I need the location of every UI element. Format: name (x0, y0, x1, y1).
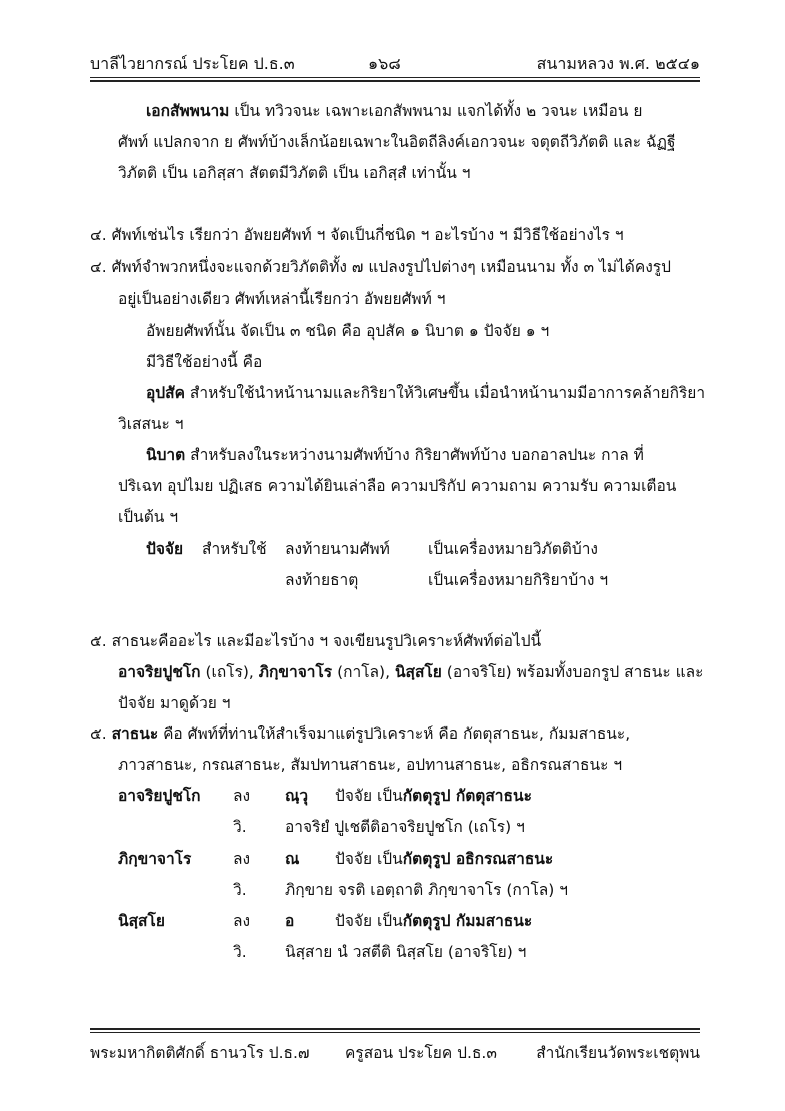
answer-5-line-1 (90, 723, 630, 745)
intro-line-3: วิภัตติ เป็น เอกิสฺสา สัตตมีวิภัตติ เป็น เอกิสฺสํ เท่านั้น ฯ (118, 164, 471, 182)
upasak-line-1 (146, 382, 705, 404)
row-2-analysis: ภิกฺขาย จรติ เอตฺถาติ ภิกฺขาจาโร (กาโล) ฯ (285, 881, 568, 899)
question-5-line-2 (118, 661, 703, 683)
paccay-term: ปัจจัย (146, 540, 184, 558)
page-footer (90, 1040, 700, 1064)
footer-rule-thick (90, 1028, 700, 1030)
answer-4-line-3: อัพยยศัพท์นั้น จัดเป็น ๓ ชนิด คือ อุปสัค ๑ นิบาต ๑ ปัจจัย ๑ ฯ (146, 322, 550, 340)
question-4: ๔. ศัพท์เช่นไร เรียกว่า อัพยยศัพท์ ฯ จัดเป็นกี่ชนิด ฯ อะไรบ้าง ฯ มีวิธีใช้อย่างไร ฯ (90, 226, 624, 244)
header-left: บาลีไวยากรณ์ ประโยค ป.ธ.๓ (90, 54, 295, 73)
upasak-term: อุปสัค (146, 384, 185, 402)
intro-term: เอกสัพพนาม (146, 102, 230, 120)
upasak-line-2: วิเสสนะ ฯ (118, 415, 184, 433)
paccay-row2-a: ลงท้ายธาตุ (285, 571, 359, 589)
answer-5-number: ๕. (90, 725, 112, 743)
row-3-form: กัตตุรูป กัมมสาธนะ (402, 912, 533, 930)
answer-4-line-4: มีวิธีใช้อย่างนี้ คือ (146, 353, 263, 371)
row-2-pre (335, 848, 553, 870)
answer-4-line-1: ๔. ศัพท์จำพวกหนึ่งจะแจกด้วยวิภัตติทั้ง ๗ แปลงรูปไปต่างๆ เหมือนนาม ทั้ง ๓ ไม่ได้คงรูป (90, 258, 671, 276)
nibat-line-3: เป็นต้น ฯ (118, 508, 179, 526)
word-3: นิสฺสโย (394, 663, 442, 681)
page-number: ๑๖๘ (368, 54, 401, 73)
row-3-pre (335, 910, 532, 932)
paccay-row2-b: เป็นเครื่องหมายกิริยาบ้าง ฯ (428, 571, 609, 589)
intro-text: เป็น ทวิวจนะ เฉพาะเอกสัพพนาม แจกได้ทั้ง ๒ วจนะ เหมือน ย (229, 102, 643, 120)
paccay-use: สำหรับใช้ (202, 540, 267, 558)
nibat-line-1 (146, 444, 644, 466)
paccay-row1-b: เป็นเครื่องหมายวิภัตติบ้าง (428, 540, 598, 558)
intro-line-2: ศัพท์ แปลกจาก ย ศัพท์บ้างเล็กน้อยเฉพาะในอิตถีลิงค์เอกวจนะ จตุตถีวิภัตติ และ ฉัฏฐี (118, 133, 676, 151)
intro-line-1 (146, 100, 642, 122)
row-3-vi: วิ. (233, 943, 247, 961)
word-2-paren: (กาโล), (332, 663, 395, 681)
footer-right: สำนักเรียนวัดพระเชตุพน (536, 1044, 700, 1062)
row-3-pre-text: ปัจจัย เป็น (335, 912, 403, 930)
row-2-pre-text: ปัจจัย เป็น (335, 850, 403, 868)
row-1-pre-text: ปัจจัย เป็น (335, 787, 403, 805)
paccay-row1-a: ลงท้ายนามศัพท์ (285, 540, 390, 558)
answer-5-line-2: ภาวสาธนะ, กรณสาธนะ, สัมปทานสาธนะ, อปทานสาธนะ, อธิกรณสาธนะ ฯ (118, 756, 623, 774)
row-1-suffix: ณฺวุ (285, 787, 309, 805)
word-1: อาจริยปูชโก (118, 663, 201, 681)
row-1-vi: วิ. (233, 818, 247, 836)
row-1-form: กัตตุรูป กัตตุสาธนะ (402, 787, 532, 805)
row-2-vi: วิ. (233, 881, 247, 899)
row-3-analysis: นิสฺสาย นํ วสตีติ นิสฺสโย (อาจริโย) ฯ (285, 943, 527, 961)
nibat-term: นิบาต (146, 446, 186, 464)
word-1-paren: (เถโร), (200, 663, 259, 681)
row-1-lang: ลง (233, 787, 251, 805)
row-3-lang: ลง (233, 912, 251, 930)
footer-rule-thin (90, 1032, 700, 1033)
row-2-word: ภิกฺขาจาโร (118, 850, 192, 868)
header-rule-thick (90, 80, 700, 82)
row-1-word: อาจริยปูชโก (118, 787, 201, 805)
row-3-word: นิสฺสโย (118, 912, 165, 930)
header-right: สนามหลวง พ.ศ. ๒๕๔๑ (536, 54, 700, 73)
nibat-text: สำหรับลงในระหว่างนามศัพท์บ้าง กิริยาศัพท์บ้าง บอกอาลปนะ กาล ที่ (185, 446, 644, 464)
page-header (90, 52, 700, 76)
answer-4-line-2: อยู่เป็นอย่างเดียว ศัพท์เหล่านี้เรียกว่า อัพยยศัพท์ ฯ (118, 290, 446, 308)
answer-5-text: คือ ศัพท์ที่ท่านให้สำเร็จมาแต่รูปวิเคราะห์ คือ กัตตุสาธนะ, กัมมสาธนะ, (158, 725, 631, 743)
header-rule-thin (90, 77, 700, 78)
row-1-pre (335, 785, 532, 807)
question-5-line-1: ๕. สาธนะคืออะไร และมีอะไรบ้าง ฯ จงเขียนรูปวิเคราะห์ศัพท์ต่อไปนี้ (90, 632, 542, 650)
row-2-lang: ลง (233, 850, 251, 868)
row-1-analysis: อาจริยํ ปูเชตีติอาจริยปูชโก (เถโร) ฯ (285, 818, 525, 836)
nibat-line-2: ปริเฉท อุปไมย ปฏิเสธ ความได้ยินเล่าลือ ความปริกัป ความถาม ความรับ ความเตือน (118, 477, 677, 495)
answer-5-term: สาธนะ (111, 725, 159, 743)
word-3-paren: (อาจริโย) พร้อมทั้งบอกรูป สาธนะ และ (441, 663, 704, 681)
footer-center: ครูสอน ประโยค ป.ธ.๓ (345, 1044, 497, 1062)
word-2: ภิกฺขาจาโร (258, 663, 333, 681)
row-3-suffix: อ (285, 912, 295, 930)
row-2-suffix: ณ (285, 850, 300, 868)
question-5-line-3: ปัจจัย มาดูด้วย ฯ (118, 694, 231, 712)
row-2-form: กัตตุรูป อธิกรณสาธนะ (402, 850, 554, 868)
upasak-text: สำหรับใช้นำหน้านามและกิริยาให้วิเศษขึ้น เมื่อนำหน้านามมีอาการคล้ายกิริยา (184, 384, 706, 402)
footer-left: พระมหากิตติศักดิ์ ธานวโร ป.ธ.๗ (90, 1044, 310, 1062)
